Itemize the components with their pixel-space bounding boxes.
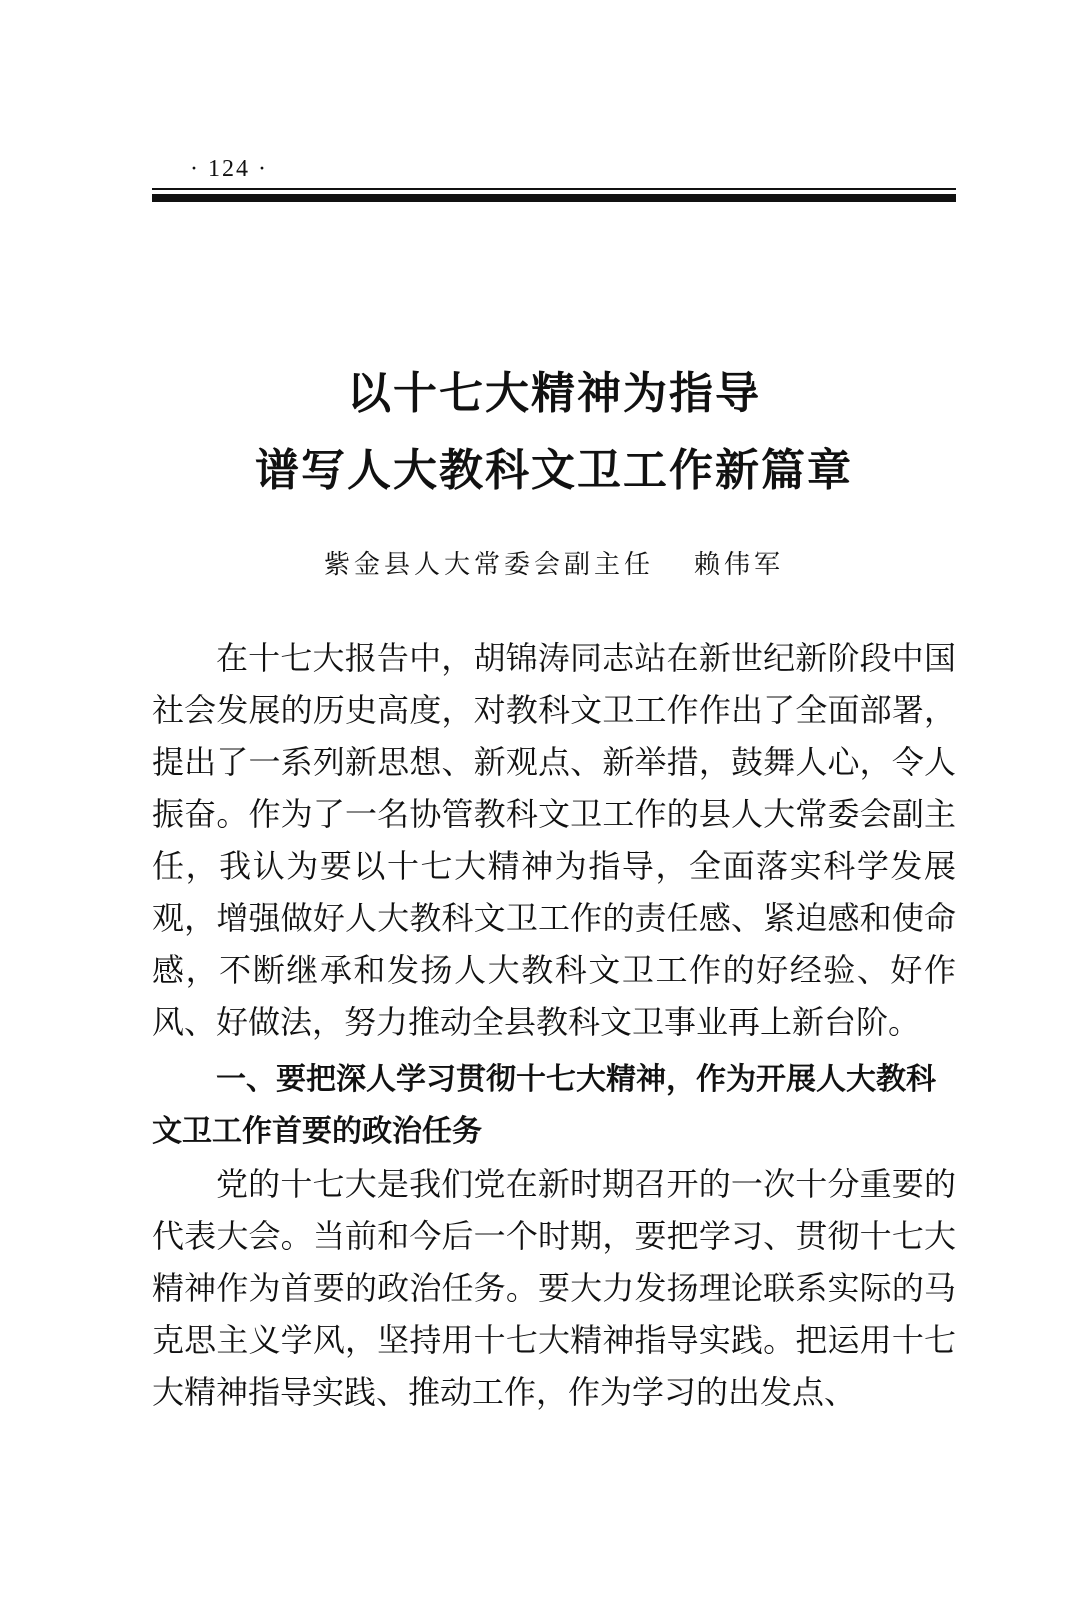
header-rule-thin: [152, 188, 956, 190]
article-title-line-2: 谱写人大教科文卫工作新篇章: [255, 445, 853, 496]
byline: [152, 544, 956, 581]
page-number: · 124 ·: [190, 156, 268, 182]
section-heading-1: 一、要把深人学习贯彻十七大精神，作为开展人大教科文卫工作首要的政治任务: [152, 1062, 936, 1149]
author-name: 赖伟军: [694, 550, 785, 580]
author-title: 紫金县人大常委会副主任: [323, 550, 654, 580]
header-rule-thick: [152, 194, 956, 202]
body-paragraph-1: 在十七大报告中，胡锦涛同志站在新世纪新阶段中国社会发展的历史高度，对教科文卫工作作出了全面部署，提出了一系列新思想、新观点、新举措，鼓舞人心，令人振奋。作为了一名协管教科文卫工作的县人大常委会副主任，我认为要以十七大精神为指导，全面落实科学发展观，增强做好人大教科文卫工作的责任感、紧迫感和使命感，不断继承和发扬人大教科文卫工作的好经验、好作风、好做法，努力推动全县教科文卫事业再上新台阶。: [152, 639, 956, 1041]
body-paragraph-2: 党的十七大是我们党在新时期召开的一次十分重要的代表大会。当前和今后一个时期，要把学习、贯彻十七大精神作为首要的政治任务。要大力发扬理论联系实际的马克思主义学风，坚持用十七大精神指导实践。把运用十七大精神指导实践、推动工作，作为学习的出发点、: [152, 1165, 956, 1411]
article-title-line-1: 以十七大精神为指导: [347, 368, 761, 419]
